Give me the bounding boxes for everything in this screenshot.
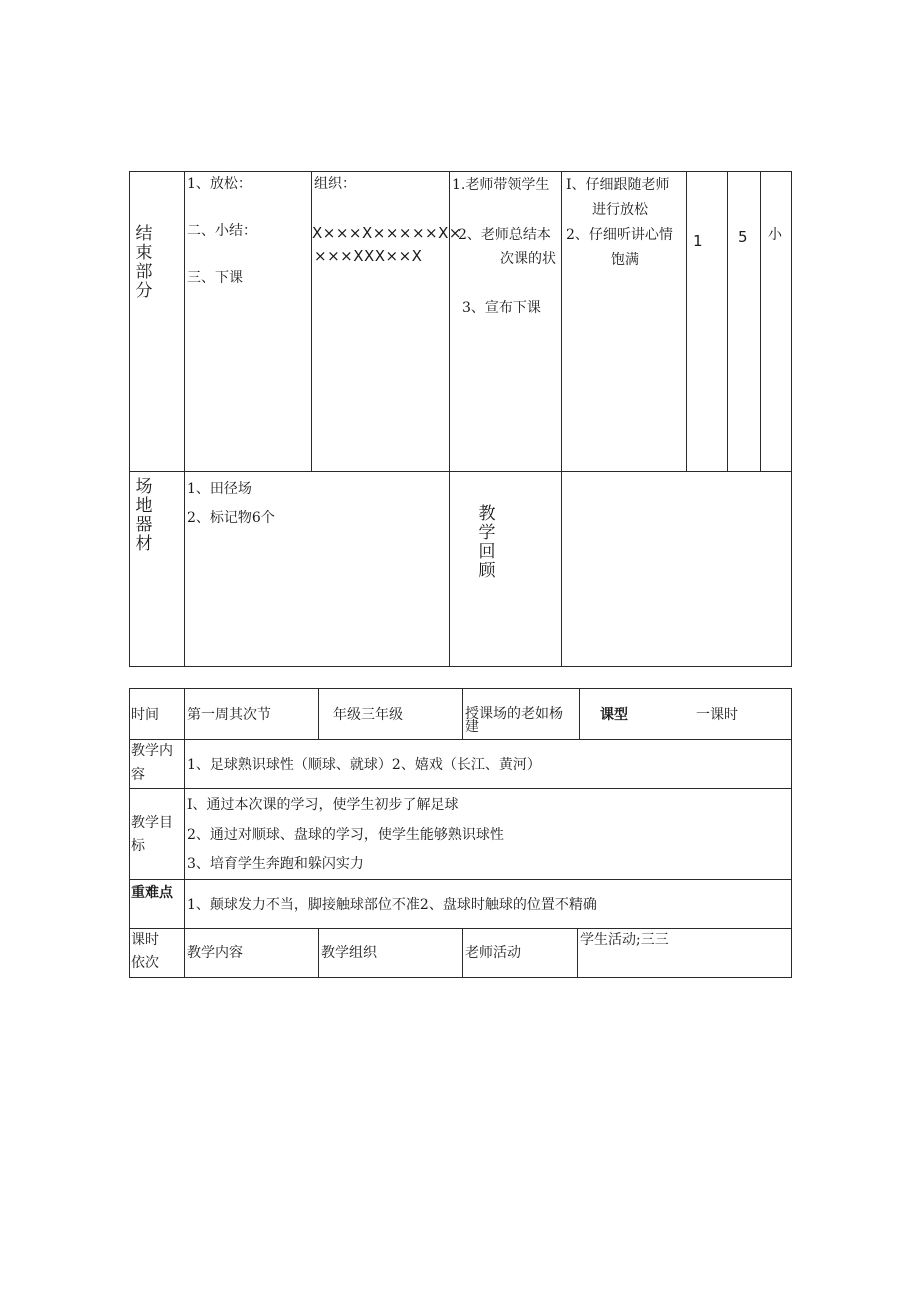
table-border <box>462 688 463 740</box>
lesson-type-label: 课型 <box>600 707 628 723</box>
sequence-label: 课时 <box>131 932 159 948</box>
end-content-item: 1、放松： <box>187 176 252 192</box>
end-section-header: 结束部分 <box>135 224 153 301</box>
org-formation-line: X×××X×××××X× <box>312 224 462 242</box>
footer-col-content: 教学内容 <box>187 945 243 961</box>
difficulty-label: 重难点 <box>131 885 173 901</box>
table-border <box>449 171 450 667</box>
footer-col-teacher: 老师活动 <box>465 945 521 961</box>
intensity-value: 小 <box>768 227 782 243</box>
teacher-activity-item: 次课的状 <box>500 251 556 267</box>
table-border <box>129 171 130 667</box>
teacher-name-line: 授课场的老如杨 <box>465 706 563 722</box>
goal-item: I、通过本次课的学习，使学生初步了解足球 <box>187 797 459 813</box>
teacher-activity-item: 3、宣布下课 <box>462 300 541 316</box>
table-border <box>318 928 319 978</box>
table-border <box>727 171 728 472</box>
end-content-item: 三、下课 <box>187 270 243 286</box>
goal-item: 2、通过对顺球、盘球的学习，使学生能够熟识球性 <box>187 827 504 843</box>
table-border <box>760 171 761 472</box>
review-header: 教学回顾 <box>478 504 496 581</box>
student-activity-item: I、仔细跟随老师 <box>566 177 670 193</box>
grade-value: 年级三年级 <box>333 707 403 723</box>
table-border <box>129 928 792 929</box>
teacher-activity-item: 1.老师带领学生 <box>452 177 550 193</box>
table-border <box>577 928 578 978</box>
content-label: 容 <box>131 767 145 783</box>
table-border <box>686 171 687 472</box>
table-border <box>129 666 792 667</box>
content-value: 1、足球熟识球性（顺球、就球）2、嬉戏（长江、黄河） <box>187 757 541 773</box>
time-label: 时间 <box>131 707 159 723</box>
student-activity-item: 2、仔细听讲心情 <box>566 227 673 243</box>
minutes-value: 5 <box>738 228 748 246</box>
table-border <box>579 688 580 740</box>
student-activity-item: 饱满 <box>611 252 639 268</box>
difficulty-value: 1、颠球发力不当，脚接触球部位不准2、盘球时触球的位置不精确 <box>187 897 597 913</box>
time-value: 第一周其次节 <box>187 707 271 723</box>
venue-item: 2、标记物6个 <box>187 510 275 526</box>
sequence-label: 依次 <box>131 955 159 971</box>
footer-col-student: 学生活动;三三 <box>580 932 669 948</box>
table-border <box>561 171 562 667</box>
table-border <box>129 739 792 740</box>
table-border <box>129 471 792 472</box>
table-border <box>129 688 130 978</box>
table-border <box>129 879 792 880</box>
teacher-name-line: 建 <box>465 719 479 735</box>
table-border <box>129 171 792 172</box>
content-label: 教学内 <box>131 743 173 759</box>
times-value: 1 <box>693 232 703 250</box>
footer-col-organization: 教学组织 <box>321 945 377 961</box>
table-border <box>129 788 792 789</box>
goals-label: 标 <box>131 838 145 854</box>
table-border <box>791 171 792 667</box>
lesson-type-value: 一课时 <box>696 707 738 723</box>
table-border <box>129 977 792 978</box>
goals-label: 教学目 <box>131 815 173 831</box>
goal-item: 3、培育学生奔跑和躲闪实力 <box>187 856 364 872</box>
org-formation-line: ×××XXX××X <box>314 247 423 265</box>
table-border <box>791 688 792 978</box>
table-border <box>184 688 185 978</box>
table-border <box>129 688 792 689</box>
table-border <box>311 171 312 472</box>
student-activity-item: 进行放松 <box>592 202 648 218</box>
end-content-item: 二、小结： <box>187 223 257 239</box>
table-border <box>318 688 319 740</box>
table-border <box>184 171 185 667</box>
table-border <box>462 928 463 978</box>
teacher-activity-item: 2、老师总结本 <box>458 227 551 243</box>
venue-header: 场地器材 <box>135 477 153 554</box>
org-label: 组织： <box>314 176 356 192</box>
venue-item: 1、田径场 <box>187 481 252 497</box>
